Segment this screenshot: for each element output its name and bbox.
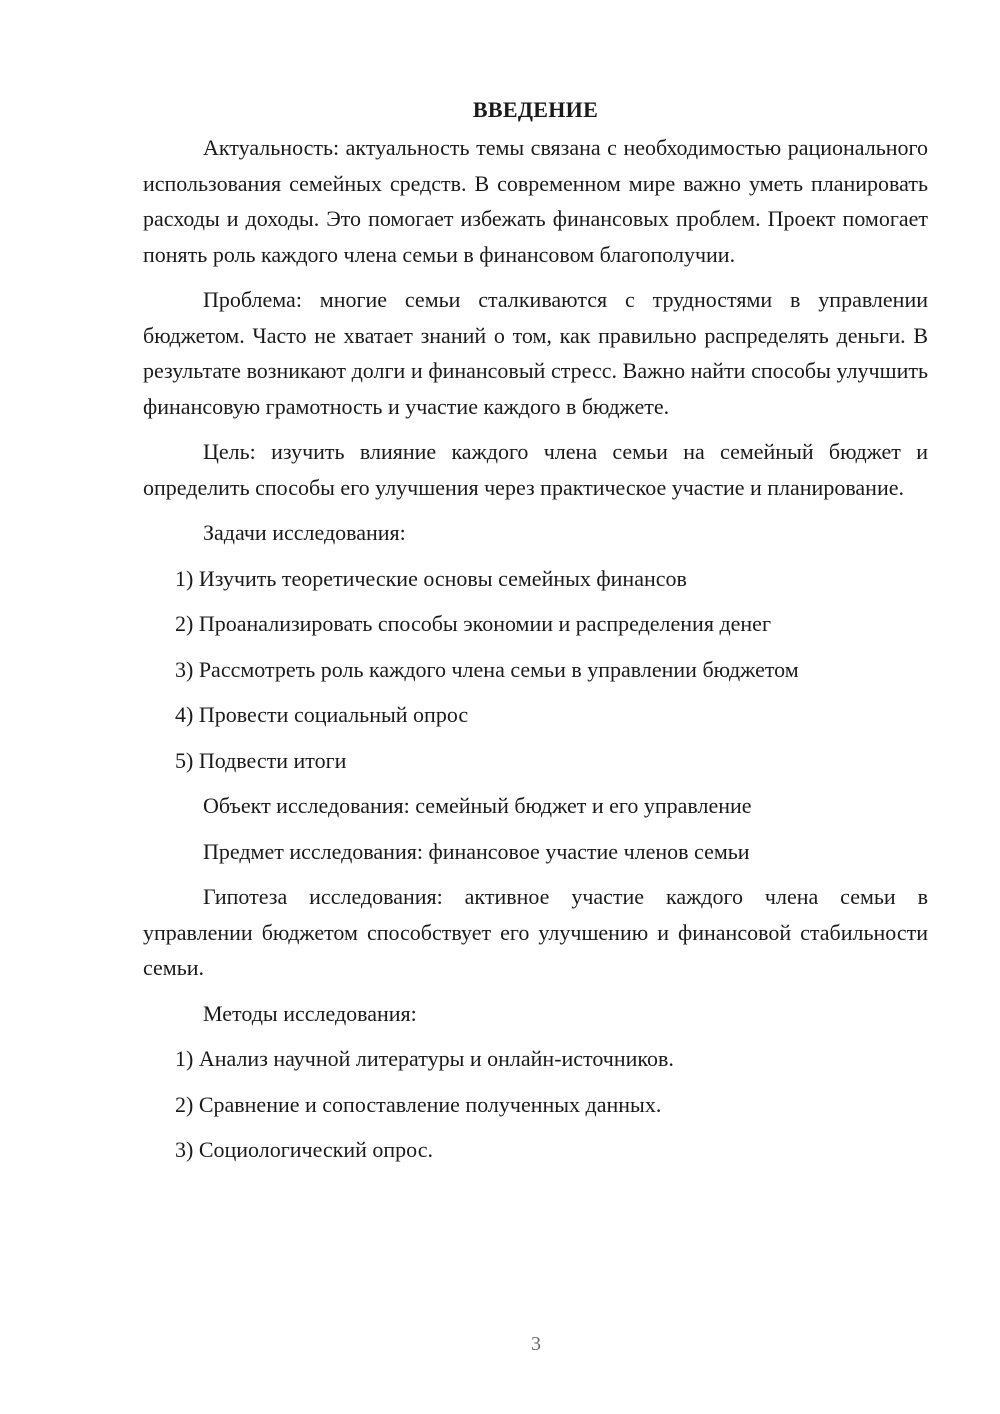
tasks-list [143,561,928,779]
relevance-paragraph: Актуальность: актуальность темы связана с необходимостью рационального использования семейных средств. В современном мире важно уметь планировать расходы и доходы. Это помогает избежать финансовых проблем. Проект помогает понять роль каждого члена семьи в финансовом благополучии. [143,135,928,267]
subject-paragraph: Предмет исследования: финансовое участие членов семьи [203,838,750,864]
methods-heading: Методы исследования: [203,1000,417,1026]
task-item: 4) Провести социальный опрос [175,702,469,727]
hypothesis-paragraph: Гипотеза исследования: активное участие каждого члена семьи в управлении бюджетом способствует его улучшению и финансовой стабильности семьи. [143,884,928,980]
methods-list [143,1041,928,1168]
section-title: ВВЕДЕНИЕ [472,97,599,122]
tasks-heading: Задачи исследования: [203,520,406,545]
task-item: 5) Подвести итоги [175,747,347,773]
object-paragraph: Объект исследования: семейный бюджет и его управление [203,793,752,818]
method-item: 3) Социологический опрос. [175,1137,433,1162]
task-item: 3) Рассмотреть роль каждого члена семьи в управлении бюджетом [175,656,799,682]
method-item: 1) Анализ научной литературы и онлайн-источников. [175,1046,674,1071]
method-item: 2) Сравнение и сопоставление полученных данных. [175,1091,662,1117]
task-item: 1) Изучить теоретические основы семейных финансов [175,565,687,591]
document-page [143,92,928,1178]
page-number: 3 [531,1333,541,1355]
problem-paragraph: Проблема: многие семьи сталкиваются с трудностями в управлении бюджетом. Часто не хватает знаний о том, как правильно распределять деньги. В результате возникают долги и финансовый стресс. Важно найти способы улучшить финансовую грамотность и участие каждого в бюджете. [143,287,928,419]
task-item: 2) Проанализировать способы экономии и распределения денег [175,611,771,636]
goal-paragraph: Цель: изучить влияние каждого члена семьи на семейный бюджет и определить способы его улучшения через практическое участие и планирование. [143,439,928,500]
